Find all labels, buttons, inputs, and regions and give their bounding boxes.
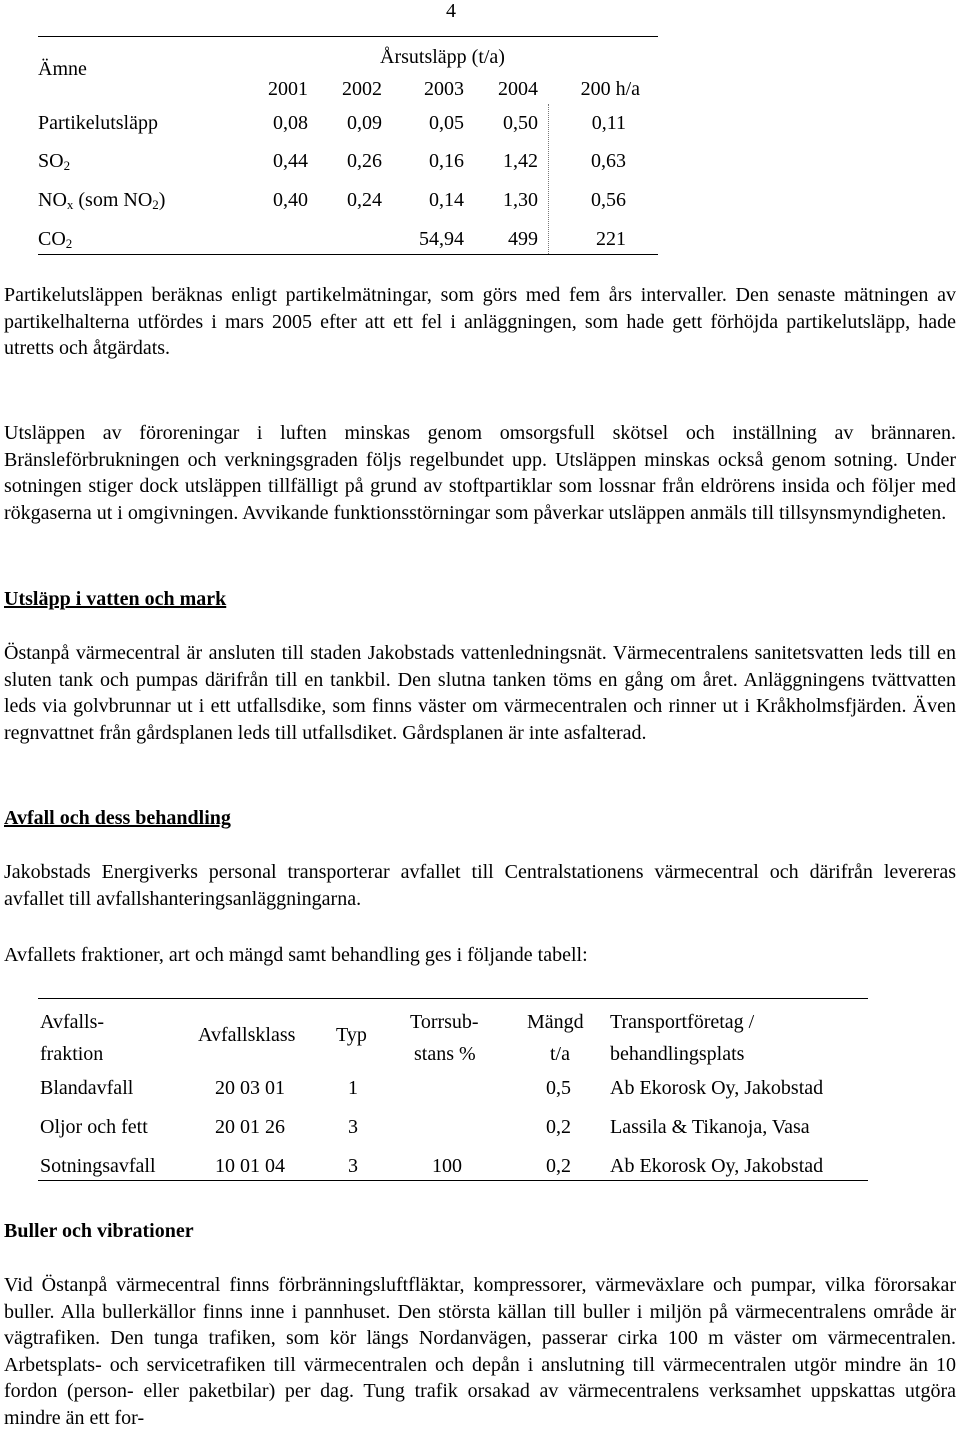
table-cell: 0,11 — [591, 112, 626, 134]
table-cell: 0,5 — [546, 1077, 571, 1099]
paragraph-water: Östanpå värmecentral är ansluten till staden Jakobstads vattenledningsnät. Värmecentralens sanitetsvatten leds till en sluten tank och pumpas därifrån till en tankbil. Den slutna tanken töms en gång om året. Anläggningens tvättvatten leds via golvbrunnar ut i ett utfallsdike, som finns väster om värmecentralen och rinner ut i Kråkholmsfjärden. Även regnvattnet från gårdsplanen leds till utfallsdiket. Gårdsplanen är inte asfalterad. — [4, 642, 956, 744]
col-header-dry-substance: stans % — [414, 1043, 476, 1065]
page-number: 4 — [446, 0, 456, 22]
paragraph-particle-measurement: Partikelutsläppen beräknas enligt partikelmätningar, som görs med fem års intervaller. Den senaste mätningen av partikelhalterna utfördes i mars 2005 efter att ett fel i anläggningen, som hade gett förhöjda partikelutsläpp, hade utretts och åtgärdats. — [4, 284, 956, 360]
year-header: 200 h/a — [580, 78, 640, 100]
year-header: 2002 — [342, 78, 382, 100]
col-header-dry-substance: Torrsub- — [410, 1011, 479, 1033]
col-header-substance: Ämne — [38, 58, 87, 80]
paragraph-noise: Vid Östanpå värmecentral finns förbränningsluftfläktar, kompressorer, värmeväxlare och pumpar, vilka förorsakar buller. Alla bullerkällor finns inne i pannhuset. Den största källan till buller i miljön på värmecentralens område är vägtrafiken. Den tunga trafiken, som kör längs Nordanvägen, passerar cirka 100 m väster om värmecentralen. Arbetsplats- och servicetrafiken till värmecentralen och depån i anslutning till värmecentralen utgör mindre än 10 fordon (person- eller paketbilar) per dag. Tung trafik orsakad av värmecentralens verksamhet uppskattas utgöra mindre än ett for- — [4, 1274, 956, 1429]
heading-waste: Avfall och dess behandling — [4, 807, 231, 829]
table-cell: 499 — [508, 228, 538, 250]
paragraph-waste-table-intro: Avfallets fraktioner, art och mängd samt behandling ges i följande tabell: — [4, 944, 588, 966]
col-header-amount: t/a — [550, 1043, 570, 1065]
row-label-nox: $NO_x$ (som $NO_2$) — [38, 189, 166, 212]
table-rule-bottom — [38, 254, 658, 255]
year-header: 2003 — [424, 78, 464, 100]
col-header-fraction: Avfalls- — [40, 1011, 105, 1033]
paragraph-emission-reduction: Utsläppen av föroreningar i luften minskas genom omsorgsfull skötsel och inställning av brännaren. Bränsleförbrukningen och verkningsgraden följs regelbundet upp. Utsläppen minskas också genom sotning. Under sotningen stiger dock utsläppen tillfälligt på grund av stoftpartiklar som lossnar från eldrörens insida och följer med rökgaserna ut i omgivningen. Avvikande funktionsstörningar som påverkar utsläppen anmäls till tillsynsmyndigheten. — [4, 422, 956, 524]
table-cell: 0,63 — [591, 150, 626, 172]
table-cell: 10 01 04 — [215, 1155, 285, 1177]
table-cell: 0,40 — [273, 189, 308, 211]
col-header-transport: behandlingsplats — [610, 1043, 745, 1065]
table-cell: 0,50 — [503, 112, 538, 134]
table-cell: 3 — [348, 1155, 358, 1177]
table-cell: 0,24 — [347, 189, 382, 211]
row-label-particles: Partikelutsläpp — [38, 112, 158, 134]
col-header-fraction: fraktion — [40, 1043, 104, 1065]
col-header-amount: Mängd — [527, 1011, 584, 1033]
table-cell: 54,94 — [419, 228, 464, 250]
table-rule-bottom — [38, 1180, 868, 1181]
table-cell: 0,09 — [347, 112, 382, 134]
heading-water-emissions: Utsläpp i vatten och mark — [4, 588, 227, 610]
table-cell: 20 03 01 — [215, 1077, 285, 1099]
table-rule-top — [38, 998, 868, 999]
paragraph-waste-transport: Jakobstads Energiverks personal transporterar avfallet till Centralstationens värmecentral och därifrån levereras avfallet till avfallshanteringsanläggningarna. — [4, 861, 956, 910]
table-column-divider — [548, 104, 549, 254]
table-cell: Sotningsavfall — [40, 1155, 156, 1177]
table-cell: 20 01 26 — [215, 1116, 285, 1138]
table-cell: 0,2 — [546, 1155, 571, 1177]
table-cell: Oljor och fett — [40, 1116, 148, 1138]
table-cell: 1,30 — [503, 189, 538, 211]
table-cell: 1,42 — [503, 150, 538, 172]
table-cell: Blandavfall — [40, 1077, 134, 1099]
table-cell: 0,44 — [273, 150, 308, 172]
table-cell: 0,16 — [429, 150, 464, 172]
col-header-type: Typ — [336, 1024, 367, 1046]
col-header-annual-emissions: Årsutsläpp (t/a) — [380, 46, 505, 68]
table-cell: 3 — [348, 1116, 358, 1138]
table-cell: 0,14 — [429, 189, 464, 211]
heading-noise: Buller och vibrationer — [4, 1220, 194, 1242]
table-cell: 0,05 — [429, 112, 464, 134]
table-cell: 0,08 — [273, 112, 308, 134]
row-label-co2: $CO_2$ — [38, 228, 73, 251]
table-rule-top — [38, 36, 658, 37]
table-cell: 0,2 — [546, 1116, 571, 1138]
table-cell: 0,56 — [591, 189, 626, 211]
table-cell: 0,26 — [347, 150, 382, 172]
year-header: 2004 — [498, 78, 538, 100]
table-cell: 100 — [432, 1155, 462, 1177]
col-header-class: Avfallsklass — [198, 1024, 296, 1046]
table-cell: 1 — [348, 1077, 358, 1099]
year-header: 2001 — [268, 78, 308, 100]
col-header-transport: Transportföretag / — [610, 1011, 755, 1033]
table-cell: Ab Ekorosk Oy, Jakobstad — [610, 1077, 824, 1099]
table-cell: Lassila & Tikanoja, Vasa — [610, 1116, 810, 1138]
table-cell: 221 — [596, 228, 626, 250]
row-label-so2: $SO_2$ — [38, 150, 71, 173]
table-cell: Ab Ekorosk Oy, Jakobstad — [610, 1155, 824, 1177]
